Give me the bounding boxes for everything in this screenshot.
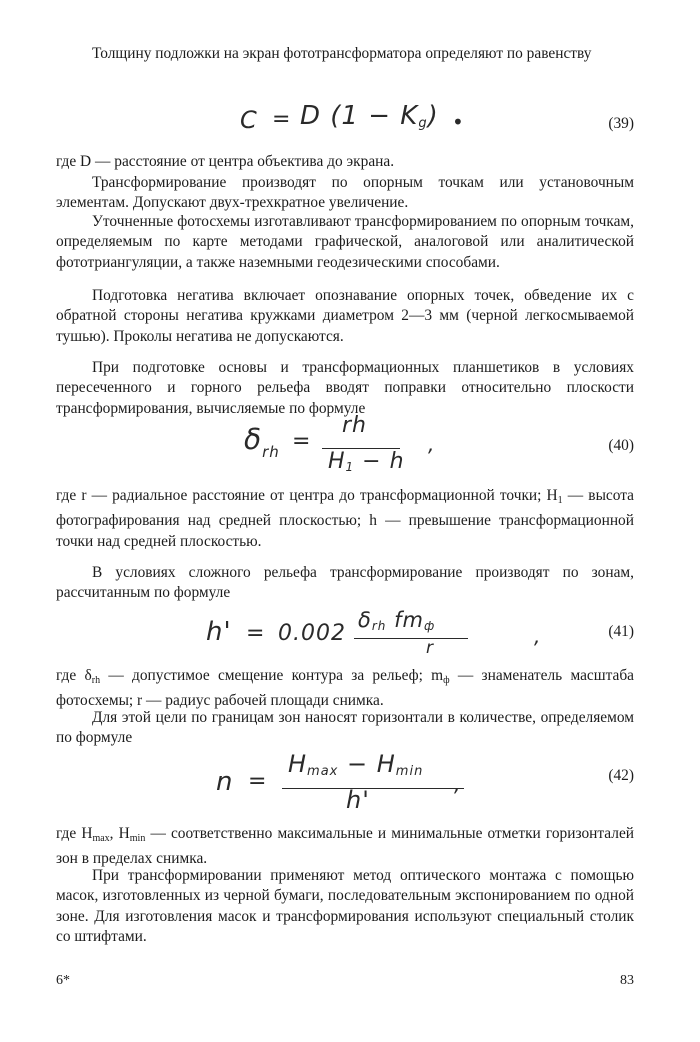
formula-41-denominator: r xyxy=(426,638,434,658)
signature-mark: 6* xyxy=(56,973,70,988)
formula-41-lhs: h' xyxy=(206,617,232,647)
formula-40-lhs: $\delta_{rh}$ xyxy=(244,423,280,461)
formula-39-dot: • xyxy=(452,110,465,134)
equation-number-41: (41) xyxy=(608,623,634,640)
paragraph-complex-relief: В условиях сложного рельефа трансформирование производят по зонам, рассчитанным по формуле xyxy=(56,564,634,602)
formula-42-denominator: h' xyxy=(346,786,370,814)
formula-40-comma: , xyxy=(428,432,436,456)
paragraph-contours: Для этой цели по границам зон наносят горизонтали в количестве, определяемом по формуле xyxy=(56,709,634,747)
formula-42-numerator: $H_{max} - H_{min}$ xyxy=(288,750,424,779)
formula-40-equals: = xyxy=(292,429,312,454)
formula-39-rhs: D $(1 - K_g)$ xyxy=(300,101,439,131)
equation-number-42: (42) xyxy=(608,767,634,784)
formula-41-equals: = xyxy=(246,621,266,646)
formula-39-lhs: C xyxy=(240,106,258,134)
formula-41-comma: , xyxy=(534,624,542,648)
equation-number-39: (39) xyxy=(608,115,634,132)
paragraph-where-delta: где $\delta_{rh}$ — допустимое смещение контура за рельеф; $m_ф$ — знаменатель масштаба фотосхемы; r — радиус рабочей площади снимка. xyxy=(56,667,634,710)
paragraph-where-d: где D — расстояние от центра объектива до экрана. xyxy=(56,153,395,170)
formula-39 xyxy=(56,101,634,144)
page-number: 83 xyxy=(620,973,634,988)
formula-40-numerator: rh xyxy=(342,413,367,438)
paragraph-optical-montage: При трансформировании применяют метод оптического монтажа с помощью масок, изготовленных из черной бумаги, последовательным экспонированием по одной зоне. Для изготовления масок и трансформирования используют специальный столик со штифтами. xyxy=(56,867,634,945)
formula-42-comma: , xyxy=(454,772,462,796)
paragraph-transform-points: Трансформирование производят по опорным точкам или установочным элементам. Допускают двух-трехкратное увеличение. xyxy=(56,174,634,212)
formula-41-numerator: $\delta_{rh}$ $fm_ф$ xyxy=(358,608,436,633)
paragraph-substrate-thickness: Толщину подложки на экран фототрансформатора определяют по равенству xyxy=(92,45,592,62)
paragraph-where-hmax: где $H_{max}$, $H_{min}$ — соответственно максимальные и минимальные отметки горизонталей зон в пределах снимка. xyxy=(56,825,635,868)
formula-42 xyxy=(56,752,634,822)
formula-40 xyxy=(56,413,634,484)
formula-39-equals: = xyxy=(272,107,292,132)
equation-number-40: (40) xyxy=(608,437,634,454)
formula-41 xyxy=(56,608,634,658)
formula-42-lhs: n xyxy=(216,767,234,797)
paragraph-negative-preparation: Подготовка негатива включает опознавание опорных точек, обведение их с обратной стороны негатива кружками диаметром 2—3 мм (черной легкосмываемой тушью). Проколы негатива не допускаются. xyxy=(56,287,634,345)
formula-41-coefficient: 0.002 xyxy=(278,621,346,646)
paragraph-relief-corrections: При подготовке основы и трансформационных планшетиков в условиях пересеченного и горного рельефа вводят поправки относительно плоскости трансформирования, вычисляемые по формуле xyxy=(56,359,634,417)
paragraph-where-r: где r — радиальное расстояние от центра до трансформационной точки; $H_1$ — высота фотографирования над средней плоскостью; h — превышение трансформационной точки над средней плоскостью. xyxy=(56,487,634,550)
paragraph-refined-photoschemes: Уточненные фотосхемы изготавливают трансформированием по опорным точкам, определяемым по карте методами графической, аналоговой или аналитической фототриангуляции, а также наземными геодезическими способами. xyxy=(56,213,634,271)
formula-42-equals: = xyxy=(248,769,268,794)
formula-40-denominator: $H_1 - h$ xyxy=(328,449,405,474)
